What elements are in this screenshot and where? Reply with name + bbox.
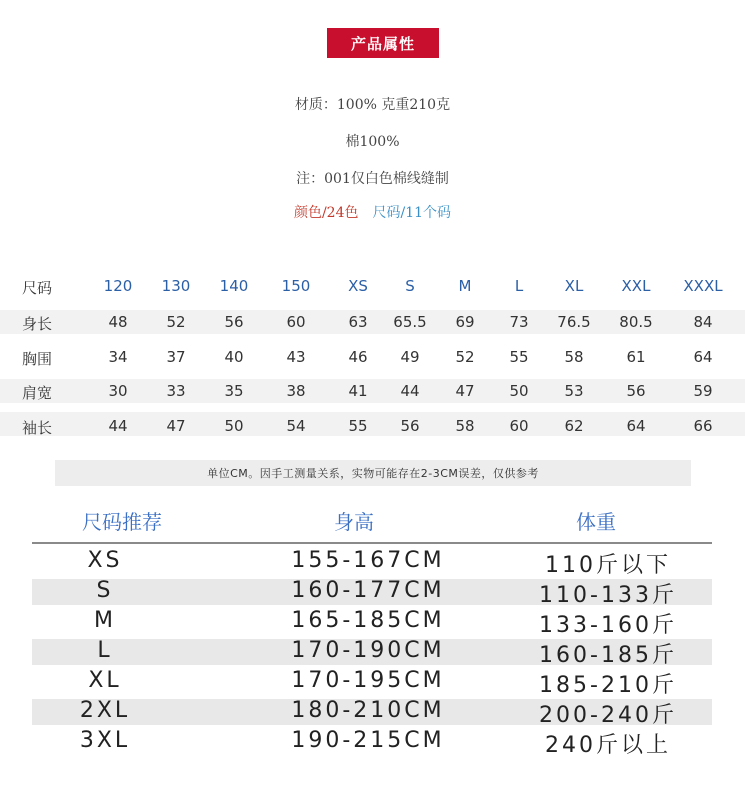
size-cell: 49 <box>400 348 420 366</box>
size-column-header: 140 <box>219 277 249 295</box>
size-count: 尺码/11个码 <box>372 205 452 221</box>
size-cell: 43 <box>286 348 306 366</box>
rec-size: XS <box>87 548 123 573</box>
rec-size: 2XL <box>79 698 131 723</box>
size-column-header: M <box>458 277 472 295</box>
size-cell: 53 <box>564 382 584 400</box>
size-cell: 52 <box>455 348 475 366</box>
rec-weight: 240斤以上 <box>545 733 671 758</box>
row-label-length: 身长 <box>22 315 53 333</box>
rec-header-divider <box>32 542 712 544</box>
rec-weight: 160-185斤 <box>539 643 677 668</box>
size-cell: 60 <box>509 417 529 435</box>
size-column-header: 120 <box>103 277 133 295</box>
rec-height: 170-195CM <box>291 668 445 693</box>
size-cell: 46 <box>348 348 368 366</box>
size-cell: 56 <box>400 417 420 435</box>
size-cell: 65.5 <box>393 313 427 331</box>
material-line: 材质：100% 克重210克 <box>294 97 451 113</box>
color-size-line <box>0 202 745 222</box>
size-cell: 69 <box>455 313 475 331</box>
size-cell: 66 <box>693 417 713 435</box>
size-cell: 37 <box>166 348 186 366</box>
size-column-header: L <box>514 277 524 295</box>
measurement-note: 单位CM。因手工测量关系，实物可能存在2-3CM误差，仅供参考 <box>55 460 691 486</box>
product-attributes-badge: 产品属性 <box>327 28 439 58</box>
size-cell: 84 <box>693 313 713 331</box>
rec-height: 180-210CM <box>291 698 445 723</box>
size-cell: 52 <box>166 313 186 331</box>
size-cell: 61 <box>626 348 646 366</box>
note-line: 注：001仅白色棉线缝制 <box>296 171 449 187</box>
size-cell: 35 <box>224 382 244 400</box>
size-cell: 58 <box>564 348 584 366</box>
rec-size: S <box>96 578 114 603</box>
size-column-header: XS <box>348 277 368 295</box>
size-cell: 56 <box>626 382 646 400</box>
size-cell: 55 <box>348 417 368 435</box>
rec-weight: 185-210斤 <box>539 673 677 698</box>
rec-height: 155-167CM <box>291 548 445 573</box>
row-label-chest: 胸围 <box>22 350 53 368</box>
color-count: 颜色/24色 <box>293 205 359 221</box>
size-cell: 41 <box>348 382 368 400</box>
size-cell: 50 <box>509 382 529 400</box>
size-cell: 55 <box>509 348 529 366</box>
size-column-header: S <box>405 277 415 295</box>
size-cell: 62 <box>564 417 584 435</box>
size-column-header: XXL <box>621 277 651 295</box>
rec-header-height: 身高 <box>334 510 374 534</box>
size-cell: 40 <box>224 348 244 366</box>
size-cell: 47 <box>166 417 186 435</box>
size-cell: 50 <box>224 417 244 435</box>
size-cell: 59 <box>693 382 713 400</box>
cotton-line: 棉100% <box>345 134 400 150</box>
size-cell: 58 <box>455 417 475 435</box>
size-cell: 44 <box>108 417 128 435</box>
rec-weight: 110斤以下 <box>545 553 671 578</box>
size-cell: 48 <box>108 313 128 331</box>
size-column-header: 150 <box>281 277 311 295</box>
rec-header-weight: 体重 <box>576 510 616 534</box>
size-cell: 64 <box>626 417 646 435</box>
row-label-sleeve: 袖长 <box>22 419 53 437</box>
size-column-header: XL <box>564 277 584 295</box>
size-cell: 73 <box>509 313 529 331</box>
rec-weight: 133-160斤 <box>539 613 677 638</box>
size-cell: 33 <box>166 382 186 400</box>
size-cell: 47 <box>455 382 475 400</box>
size-cell: 56 <box>224 313 244 331</box>
size-cell: 34 <box>108 348 128 366</box>
rec-size: 3XL <box>79 728 131 753</box>
rec-size: XL <box>88 668 122 693</box>
size-cell: 38 <box>286 382 306 400</box>
row-label-shoulder: 肩宽 <box>22 384 53 402</box>
size-cell: 54 <box>286 417 306 435</box>
size-cell: 30 <box>108 382 128 400</box>
rec-header-size: 尺码推荐 <box>82 510 162 534</box>
size-column-header: 130 <box>161 277 191 295</box>
size-header-label: 尺码 <box>22 279 53 297</box>
rec-weight: 200-240斤 <box>539 703 677 728</box>
rec-height: 190-215CM <box>291 728 445 753</box>
size-cell: 64 <box>693 348 713 366</box>
size-column-header: XXXL <box>683 277 723 295</box>
rec-height: 165-185CM <box>291 608 445 633</box>
rec-weight: 110-133斤 <box>539 583 677 608</box>
size-cell: 63 <box>348 313 368 331</box>
rec-size: L <box>97 638 113 663</box>
rec-height: 160-177CM <box>291 578 445 603</box>
size-cell: 76.5 <box>557 313 591 331</box>
size-cell: 80.5 <box>619 313 653 331</box>
size-cell: 44 <box>400 382 420 400</box>
rec-height: 170-190CM <box>291 638 445 663</box>
size-cell: 60 <box>286 313 306 331</box>
rec-size: M <box>94 608 116 633</box>
